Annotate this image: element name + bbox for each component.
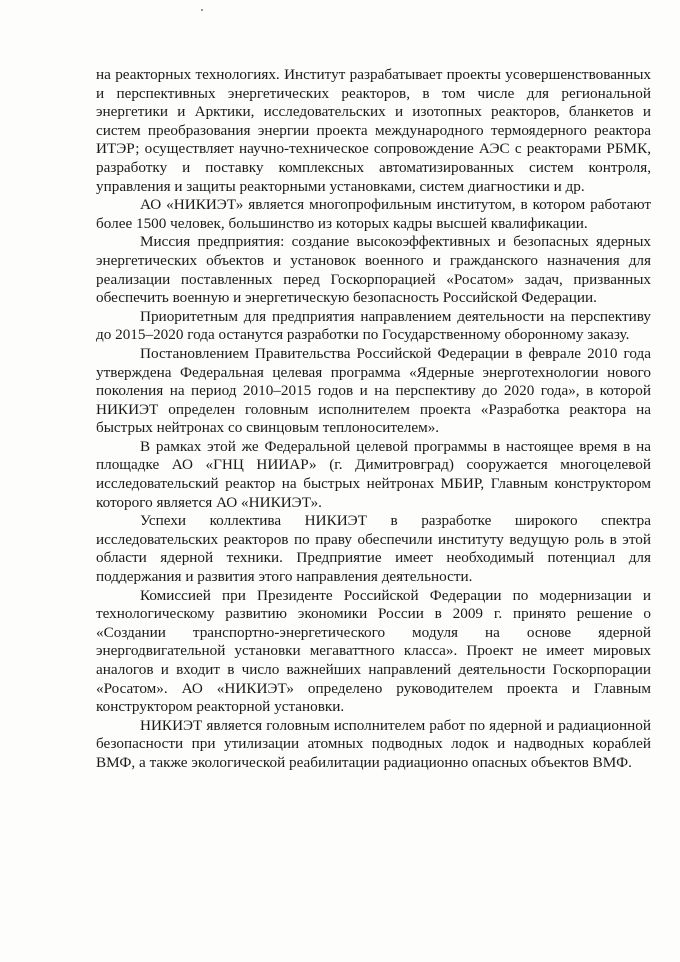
paragraph-2: АО «НИКИЭТ» является многопрофильным институтом, в котором работают более 1500 человек, большинство из которых кадры высшей квалификации.	[96, 196, 651, 232]
paragraph-7: Успехи коллектива НИКИЭТ в разработке широкого спектра исследовательских реакторов по праву обеспечили институту ведущую роль в этой области ядерной техники. Предприятие имеет необходимый потенциал для поддержания и развития этого направления деятельности.	[96, 512, 651, 586]
paragraph-8: Комиссией при Президенте Российской Федерации по модернизации и технологическому развитию экономики России в 2009 г. принято решение о «Создании транспортно-энергетического модуля на основе ядерной энергодвигательной установки мегаваттного класса». Проект не имеет мировых аналогов и входит в число важнейших направлений деятельности Госкорпорации «Росатом». АО «НИКИЭТ» определено руководителем проекта и Главным конструктором реакторной установки.	[96, 586, 651, 716]
paragraph-4: Приоритетным для предприятия направлением деятельности на перспективу до 2015–2020 года останутся разработки по Государственному оборонному заказу.	[96, 307, 651, 344]
paragraph-3: Миссия предприятия: создание высокоэффективных и безопасных ядерных энергетических объектов и установок военного и гражданского назначения для реализации поставленных перед Госкорпорацией «Росатом» задач, призванных обеспечить военную и энергетическую безопасность Российской Федерации.	[96, 233, 651, 307]
scan-artifact-dot	[201, 9, 203, 11]
paragraph-1: на реакторных технологиях. Институт разрабатывает проекты усовершенствованных и перспективных энергетических реакторов, в том числе для региональной энергетики и Арктики, исследовательских и изотопных реакторов, бланкетов и систем преобразования энергии проекта международного термоядерного реактора ИТЭР; осуществляет научно-техническое сопровождение АЭС с реакторами РБМК, разработку и поставку комплексных автоматизированных систем контроля, управления и защиты реакторными установками, систем диагностики и др.	[96, 66, 651, 195]
document-body	[96, 66, 651, 773]
paragraph-9: НИКИЭТ является головным исполнителем работ по ядерной и радиационной безопасности при утилизации атомных подводных лодок и надводных кораблей ВМФ, а также экологической реабилитации радиационно опасных объектов ВМФ.	[96, 716, 651, 771]
paragraph-6: В рамках этой же Федеральной целевой программы в настоящее время в на площадке АО «ГНЦ НИИАР» (г. Димитровград) сооружается многоцелевой исследовательский реактор на быстрых нейтронах МБИР, Главным конструктором которого является АО «НИКИЭТ».	[96, 437, 651, 511]
paragraph-5: Постановлением Правительства Российской Федерации в феврале 2010 года утверждена Федеральная целевая программа «Ядерные энерготехнологии нового поколения на период 2010–2015 годов и на перспективу до 2020 года», в которой НИКИЭТ определен головным исполнителем проекта «Разработка реактора на быстрых нейтронах со свинцовым теплоносителем».	[96, 344, 651, 437]
